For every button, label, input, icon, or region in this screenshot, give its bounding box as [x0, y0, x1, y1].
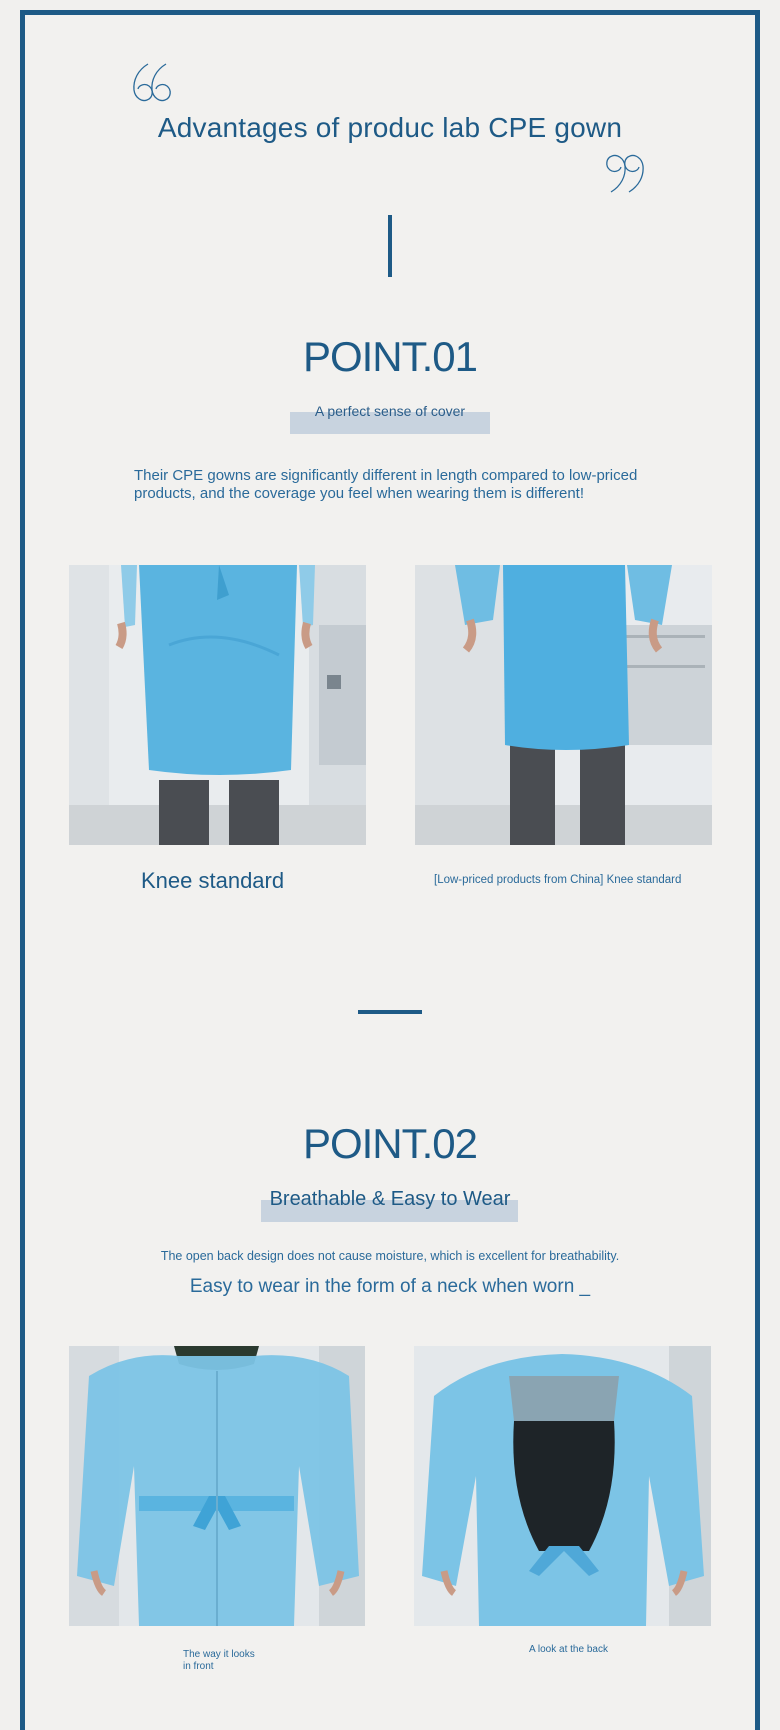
- gown-back-view-photo: [414, 1346, 711, 1626]
- point-01-description: Their CPE gowns are significantly different in length compared to low-priced products, and the coverage you feel when wearing them is different!: [134, 467, 638, 502]
- point-02-title: POINT.02: [302, 1120, 478, 1167]
- point-01-subtitle: A perfect sense of cover: [314, 403, 466, 419]
- low-priced-caption: [Low-priced products from China] Knee standard: [434, 874, 682, 886]
- point-02-subtitle: Breathable & Easy to Wear: [269, 1188, 511, 1210]
- gown-front-view-photo: [69, 1346, 365, 1626]
- horizontal-divider: [358, 1010, 422, 1014]
- point-02-description: The open back design does not cause moisture, which is excellent for breathability.: [160, 1249, 620, 1263]
- gown-low-priced-photo: [415, 565, 712, 845]
- back-view-caption: A look at the back: [529, 1644, 608, 1655]
- front-view-caption: The way it looks in front: [183, 1649, 255, 1672]
- vertical-divider: [388, 215, 392, 277]
- quote-open-icon: [130, 58, 174, 106]
- gown-front-knee-photo: [69, 565, 366, 845]
- page-title: Advantages of produc lab CPE gown: [157, 112, 623, 143]
- quote-close-icon: [603, 150, 647, 198]
- point-02-tagline: Easy to wear in the form of a neck when worn _: [189, 1276, 591, 1297]
- knee-standard-caption: Knee standard: [141, 868, 285, 893]
- point-01-title: POINT.01: [302, 333, 478, 380]
